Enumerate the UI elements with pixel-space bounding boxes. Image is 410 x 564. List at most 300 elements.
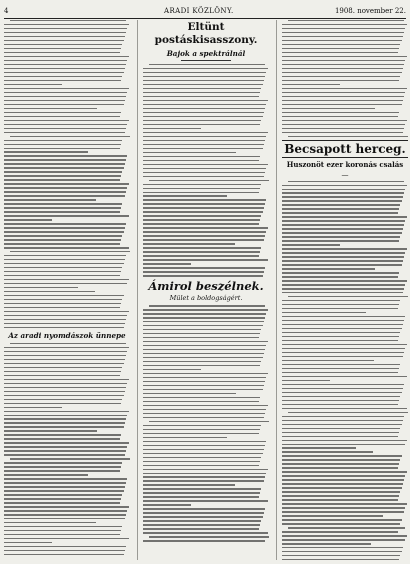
text-line xyxy=(143,377,266,378)
text-line xyxy=(282,88,407,89)
text-line xyxy=(4,418,126,419)
text-line xyxy=(143,329,261,330)
text-line xyxy=(282,416,404,417)
text-line xyxy=(282,189,405,190)
text-line xyxy=(282,440,407,441)
text-line xyxy=(143,429,260,430)
text-line xyxy=(4,383,127,384)
text-line xyxy=(143,333,260,334)
text-line xyxy=(4,76,122,77)
text-line xyxy=(4,411,129,412)
text-line xyxy=(143,341,268,342)
text-line xyxy=(4,486,125,487)
text-line xyxy=(4,151,88,152)
text-line xyxy=(143,373,268,374)
text-line xyxy=(4,60,127,61)
text-line xyxy=(143,152,236,153)
text-line xyxy=(143,528,259,529)
text-line xyxy=(4,530,121,531)
text-line xyxy=(4,327,124,328)
text-line xyxy=(4,510,127,511)
text-line xyxy=(143,255,259,256)
text-line xyxy=(4,48,121,49)
text-line xyxy=(4,315,127,316)
text-line xyxy=(282,200,402,201)
text-line xyxy=(143,369,201,370)
text-line xyxy=(143,325,263,326)
text-line xyxy=(143,337,259,338)
text-line xyxy=(4,239,121,240)
article-text xyxy=(282,181,408,560)
text-line xyxy=(282,192,404,193)
text-line xyxy=(4,550,125,551)
text-line xyxy=(282,268,375,269)
text-line xyxy=(143,365,260,366)
text-line xyxy=(143,445,265,446)
text-line xyxy=(4,179,120,180)
left-column xyxy=(4,20,130,560)
text-line xyxy=(4,96,126,97)
text-line xyxy=(282,336,399,337)
text-line xyxy=(143,156,260,157)
text-line xyxy=(4,24,129,25)
text-line xyxy=(282,447,356,448)
text-line xyxy=(282,256,404,257)
text-line xyxy=(4,514,126,515)
text-line xyxy=(4,371,121,372)
text-line xyxy=(143,188,260,189)
text-line xyxy=(282,124,405,125)
text-line xyxy=(282,380,330,381)
text-line xyxy=(282,328,402,329)
text-line xyxy=(143,243,235,244)
text-line xyxy=(143,132,268,133)
text-line xyxy=(288,527,405,528)
text-line xyxy=(143,357,263,358)
text-line xyxy=(4,307,120,308)
text-line xyxy=(143,267,265,268)
text-line xyxy=(282,519,402,520)
text-line xyxy=(282,515,383,516)
text-line xyxy=(10,251,130,252)
text-line xyxy=(143,92,260,93)
text-line xyxy=(143,219,260,220)
text-line xyxy=(282,44,400,45)
text-line xyxy=(143,465,259,466)
text-line xyxy=(143,144,264,145)
text-line xyxy=(4,144,121,145)
text-line xyxy=(4,171,122,172)
text-line xyxy=(143,251,260,252)
text-line xyxy=(4,506,129,507)
text-line xyxy=(149,536,269,537)
text-line xyxy=(4,28,127,29)
text-line xyxy=(4,167,124,168)
text-line xyxy=(4,36,125,37)
text-line xyxy=(4,554,124,555)
text-line xyxy=(4,227,125,228)
text-line xyxy=(282,128,404,129)
text-line xyxy=(4,395,124,396)
text-line xyxy=(143,496,259,497)
text-line xyxy=(143,199,266,200)
text-line xyxy=(282,559,399,560)
text-line xyxy=(143,449,264,450)
text-line xyxy=(282,64,404,65)
text-line xyxy=(143,345,266,346)
text-line xyxy=(4,367,122,368)
text-line xyxy=(4,56,129,57)
article-title-right: Becsapott herceg. xyxy=(282,140,408,158)
text-line xyxy=(282,340,398,341)
text-line xyxy=(4,498,121,499)
text-line xyxy=(4,283,127,284)
text-line xyxy=(282,432,399,433)
text-line xyxy=(4,247,129,248)
text-line xyxy=(4,128,126,129)
text-line xyxy=(282,539,405,540)
text-line xyxy=(10,20,126,21)
text-line xyxy=(282,316,405,317)
text-line xyxy=(143,76,265,77)
text-line xyxy=(143,361,261,362)
column-divider xyxy=(276,20,277,560)
text-line xyxy=(282,284,405,285)
text-line xyxy=(4,422,125,423)
text-line xyxy=(143,68,268,69)
text-line xyxy=(143,231,266,232)
text-line xyxy=(282,491,400,492)
text-line xyxy=(143,168,266,169)
text-line xyxy=(143,484,235,485)
article-text xyxy=(4,20,130,328)
text-line xyxy=(143,275,263,276)
text-line xyxy=(282,32,404,33)
text-line xyxy=(282,276,398,277)
text-line xyxy=(4,112,121,113)
text-line xyxy=(282,116,398,117)
section-heading-left: Az aradi nyomdászok ünnepe xyxy=(8,330,126,340)
text-line xyxy=(4,351,127,352)
text-line xyxy=(143,172,265,173)
column-divider xyxy=(137,20,138,560)
text-line xyxy=(143,160,259,161)
text-line xyxy=(4,446,127,447)
text-line xyxy=(4,426,124,427)
text-line xyxy=(288,20,404,21)
article-text xyxy=(143,64,269,277)
text-line xyxy=(4,538,129,539)
text-line xyxy=(282,551,402,552)
text-line xyxy=(282,507,405,508)
text-line xyxy=(143,437,227,438)
text-line xyxy=(4,124,127,125)
text-line xyxy=(4,148,120,149)
text-line xyxy=(282,392,402,393)
text-line xyxy=(282,424,402,425)
text-line xyxy=(282,228,403,229)
text-line xyxy=(282,236,400,237)
text-line xyxy=(4,399,122,400)
right-column xyxy=(282,20,408,560)
text-line xyxy=(4,64,126,65)
text-line xyxy=(4,132,125,133)
text-line xyxy=(4,263,124,264)
text-line xyxy=(149,421,269,422)
text-line xyxy=(282,224,404,225)
text-line xyxy=(143,112,264,113)
text-line xyxy=(282,72,402,73)
text-line xyxy=(143,492,260,493)
text-line xyxy=(4,403,121,404)
text-line xyxy=(4,108,97,109)
text-line xyxy=(143,353,264,354)
text-line xyxy=(4,546,126,547)
text-line xyxy=(4,518,125,519)
text-line xyxy=(143,441,266,442)
text-line xyxy=(282,280,407,281)
text-line xyxy=(282,300,400,301)
text-line xyxy=(143,80,264,81)
text-line xyxy=(4,40,124,41)
text-line xyxy=(282,244,340,245)
article-subtitle-right: Huszonöt ezer koronás csalás xyxy=(286,159,404,169)
text-line xyxy=(4,542,52,543)
text-line xyxy=(282,60,405,61)
text-line xyxy=(4,183,129,184)
text-line xyxy=(282,132,403,133)
text-line xyxy=(288,412,408,413)
text-line xyxy=(4,163,125,164)
text-line xyxy=(282,308,398,309)
text-line xyxy=(4,379,129,380)
text-line xyxy=(282,475,405,476)
text-line xyxy=(4,391,125,392)
text-line xyxy=(282,264,402,265)
text-line xyxy=(282,531,398,532)
middle-column xyxy=(143,20,269,560)
text-line xyxy=(4,255,126,256)
text-line xyxy=(282,100,403,101)
text-line xyxy=(282,196,403,197)
text-line xyxy=(282,36,403,37)
text-line xyxy=(282,368,399,369)
text-line xyxy=(143,184,261,185)
text-line xyxy=(282,467,398,468)
text-line xyxy=(282,495,399,496)
text-line xyxy=(282,436,398,437)
text-line xyxy=(282,420,403,421)
text-line xyxy=(4,407,62,408)
text-line xyxy=(282,220,405,221)
text-line xyxy=(282,76,400,77)
text-line xyxy=(4,92,127,93)
text-line xyxy=(149,305,265,306)
text-line xyxy=(282,112,399,113)
text-line xyxy=(282,471,407,472)
text-line xyxy=(288,296,408,297)
text-line xyxy=(282,68,403,69)
text-line xyxy=(282,272,399,273)
text-line xyxy=(4,155,127,156)
text-line xyxy=(143,381,265,382)
text-line xyxy=(4,275,120,276)
text-line xyxy=(282,212,398,213)
text-line xyxy=(4,243,120,244)
text-line xyxy=(143,207,264,208)
text-line xyxy=(143,469,268,470)
page-header xyxy=(4,3,406,19)
text-line xyxy=(282,463,399,464)
text-line xyxy=(4,502,120,503)
text-line xyxy=(4,88,129,89)
text-line xyxy=(143,148,263,149)
text-line xyxy=(282,503,407,504)
text-line xyxy=(143,520,261,521)
text-line xyxy=(4,267,122,268)
text-line xyxy=(282,543,371,544)
text-line xyxy=(4,466,121,467)
text-line xyxy=(143,480,264,481)
text-line xyxy=(143,540,265,541)
text-line xyxy=(282,408,407,409)
text-line xyxy=(4,287,78,288)
article-subtitle-middle: Bajok a spektrálnál xyxy=(166,49,246,58)
text-line xyxy=(143,321,264,322)
text-line xyxy=(143,488,261,489)
text-line xyxy=(282,479,404,480)
text-line xyxy=(143,473,266,474)
text-line xyxy=(143,409,266,410)
text-line xyxy=(282,356,403,357)
text-line xyxy=(4,175,121,176)
text-line xyxy=(149,180,269,181)
text-line xyxy=(4,363,124,364)
text-line xyxy=(4,223,126,224)
text-line xyxy=(4,52,120,53)
text-line xyxy=(282,451,373,452)
text-line xyxy=(282,204,400,205)
text-line xyxy=(4,442,129,443)
text-line xyxy=(282,523,400,524)
text-line xyxy=(4,195,125,196)
text-line xyxy=(143,84,263,85)
text-line xyxy=(288,181,404,182)
text-line xyxy=(4,462,122,463)
text-line xyxy=(143,500,268,501)
text-line xyxy=(143,271,264,272)
text-line xyxy=(143,140,265,141)
text-line xyxy=(4,187,127,188)
text-line xyxy=(143,349,265,350)
text-line xyxy=(282,240,399,241)
text-line xyxy=(4,159,126,160)
text-line xyxy=(282,185,407,186)
text-line xyxy=(143,120,261,121)
text-line xyxy=(282,104,402,105)
article-title-middle: Eltünt postáskisasszony. xyxy=(154,21,258,46)
text-line xyxy=(282,459,400,460)
text-line xyxy=(143,104,266,105)
text-line xyxy=(143,211,263,212)
text-line xyxy=(143,313,266,314)
text-line xyxy=(4,104,124,105)
text-line xyxy=(282,487,402,488)
text-line xyxy=(4,474,88,475)
text-line xyxy=(4,303,121,304)
text-line xyxy=(143,100,268,101)
text-line xyxy=(4,211,120,212)
text-line xyxy=(4,215,129,216)
text-line xyxy=(4,235,122,236)
text-line xyxy=(143,195,227,196)
text-line xyxy=(143,309,268,310)
text-line xyxy=(4,299,122,300)
text-line xyxy=(4,199,96,200)
text-line xyxy=(282,304,399,305)
text-line xyxy=(143,516,263,517)
text-line xyxy=(282,92,405,93)
text-line xyxy=(4,116,120,117)
text-line xyxy=(282,388,403,389)
text-line xyxy=(4,490,124,491)
separator-rule xyxy=(181,60,231,61)
text-line xyxy=(4,494,122,495)
text-line xyxy=(149,64,265,65)
text-line xyxy=(282,396,400,397)
text-line xyxy=(143,164,268,165)
text-line xyxy=(143,433,259,434)
text-line xyxy=(288,136,408,137)
text-line xyxy=(4,84,62,85)
text-line xyxy=(282,360,374,361)
text-line xyxy=(4,80,121,81)
text-line xyxy=(4,219,52,220)
text-line xyxy=(143,476,265,477)
text-line xyxy=(282,120,407,121)
text-line xyxy=(4,355,126,356)
text-line xyxy=(4,526,122,527)
text-line xyxy=(4,32,126,33)
text-line xyxy=(282,292,403,293)
text-line xyxy=(282,364,400,365)
text-line xyxy=(10,458,130,459)
text-line xyxy=(143,504,191,505)
text-line xyxy=(143,425,261,426)
text-line xyxy=(282,344,407,345)
separator-mark: — xyxy=(341,170,349,179)
text-line xyxy=(282,511,404,512)
text-line xyxy=(4,359,125,360)
text-line xyxy=(282,428,400,429)
text-line xyxy=(143,508,265,509)
text-line xyxy=(282,555,400,556)
text-line xyxy=(143,128,201,129)
text-line xyxy=(4,191,126,192)
literary-column-subtitle: Mület a boldogságért. xyxy=(169,294,243,303)
text-line xyxy=(4,347,129,348)
text-line xyxy=(143,136,266,137)
text-line xyxy=(143,96,259,97)
text-line xyxy=(143,401,259,402)
text-line xyxy=(4,323,125,324)
article-text xyxy=(143,305,269,541)
text-line xyxy=(282,208,399,209)
text-line xyxy=(282,288,404,289)
text-line xyxy=(4,482,126,483)
text-line xyxy=(143,453,263,454)
text-line xyxy=(143,108,265,109)
